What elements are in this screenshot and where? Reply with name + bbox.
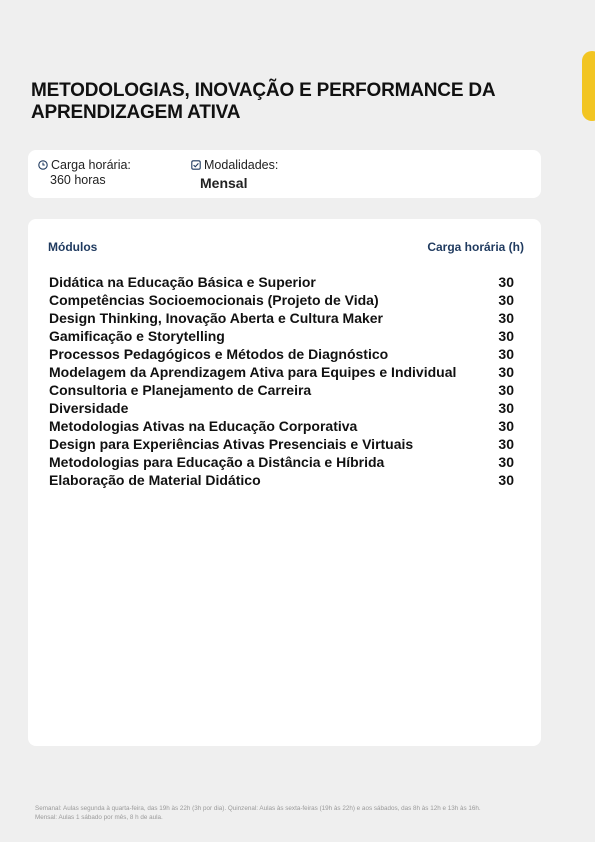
- module-hours: 30: [498, 274, 514, 290]
- module-row: [49, 291, 514, 309]
- module-name: Didática na Educação Básica e Superior: [49, 274, 316, 290]
- footnote: [35, 804, 555, 822]
- modules-header: Módulos: [48, 240, 98, 254]
- module-row: [49, 435, 514, 453]
- module-name: Gamificação e Storytelling: [49, 328, 225, 344]
- footnote-line: Semanal: Aulas segunda à quarta-feira, das 19h às 22h (3h por dia). Quinzenal: Aulas às sexta-feiras (19h às 22h) e aos sábados, das 8h às 12h e 13h às 16h.: [35, 805, 481, 812]
- modules-list: [49, 273, 514, 489]
- checkbox-icon: [191, 160, 201, 170]
- module-name: Design Thinking, Inovação Aberta e Cultura Maker: [49, 310, 383, 326]
- module-hours: 30: [498, 382, 514, 398]
- module-row: [49, 471, 514, 489]
- modality-info: [191, 158, 278, 191]
- workload-label: Carga horária:: [51, 158, 131, 172]
- module-row: [49, 309, 514, 327]
- module-name: Processos Pedagógicos e Métodos de Diagnóstico: [49, 346, 389, 362]
- module-hours: 30: [498, 400, 514, 416]
- module-row: [49, 381, 514, 399]
- module-hours: 30: [498, 292, 514, 308]
- module-name: Design para Experiências Ativas Presenciais e Virtuais: [49, 436, 414, 452]
- module-name: Consultoria e Planejamento de Carreira: [49, 382, 312, 398]
- module-row: [49, 363, 514, 381]
- module-row: [49, 345, 514, 363]
- module-hours: 30: [498, 328, 514, 344]
- module-name: Elaboração de Material Didático: [49, 472, 261, 488]
- module-hours: 30: [498, 436, 514, 452]
- module-hours: 30: [498, 472, 514, 488]
- workload-info: [38, 158, 131, 187]
- module-hours: 30: [498, 310, 514, 326]
- modality-value: Mensal: [200, 175, 248, 191]
- module-name: Metodologias Ativas na Educação Corporativa: [49, 418, 358, 434]
- module-hours: 30: [498, 454, 514, 470]
- module-hours: 30: [498, 346, 514, 362]
- clock-icon: [38, 160, 48, 170]
- hours-header: Carga horária (h): [427, 240, 524, 254]
- module-row: [49, 453, 514, 471]
- yellow-accent-tab: [582, 51, 595, 121]
- footnote-line: Mensal: Aulas 1 sábado por mês, 8 h de aula.: [35, 814, 163, 821]
- module-row: [49, 417, 514, 435]
- module-name: Diversidade: [49, 400, 129, 416]
- module-name: Metodologias para Educação a Distância e Híbrida: [49, 454, 385, 470]
- module-row: [49, 399, 514, 417]
- workload-value: 360 horas: [50, 173, 106, 187]
- module-name: Modelagem da Aprendizagem Ativa para Equipes e Individual: [49, 364, 457, 380]
- module-name: Competências Socioemocionais (Projeto de Vida): [49, 292, 379, 308]
- module-row: [49, 273, 514, 291]
- module-hours: 30: [498, 364, 514, 380]
- modality-label: Modalidades:: [204, 158, 279, 172]
- page-title: METODOLOGIAS, INOVAÇÃO E PERFORMANCE DA APRENDIZAGEM ATIVA: [31, 80, 495, 123]
- course-info-card: [28, 150, 541, 198]
- module-hours: 30: [498, 418, 514, 434]
- modules-card: [28, 219, 541, 746]
- module-row: [49, 327, 514, 345]
